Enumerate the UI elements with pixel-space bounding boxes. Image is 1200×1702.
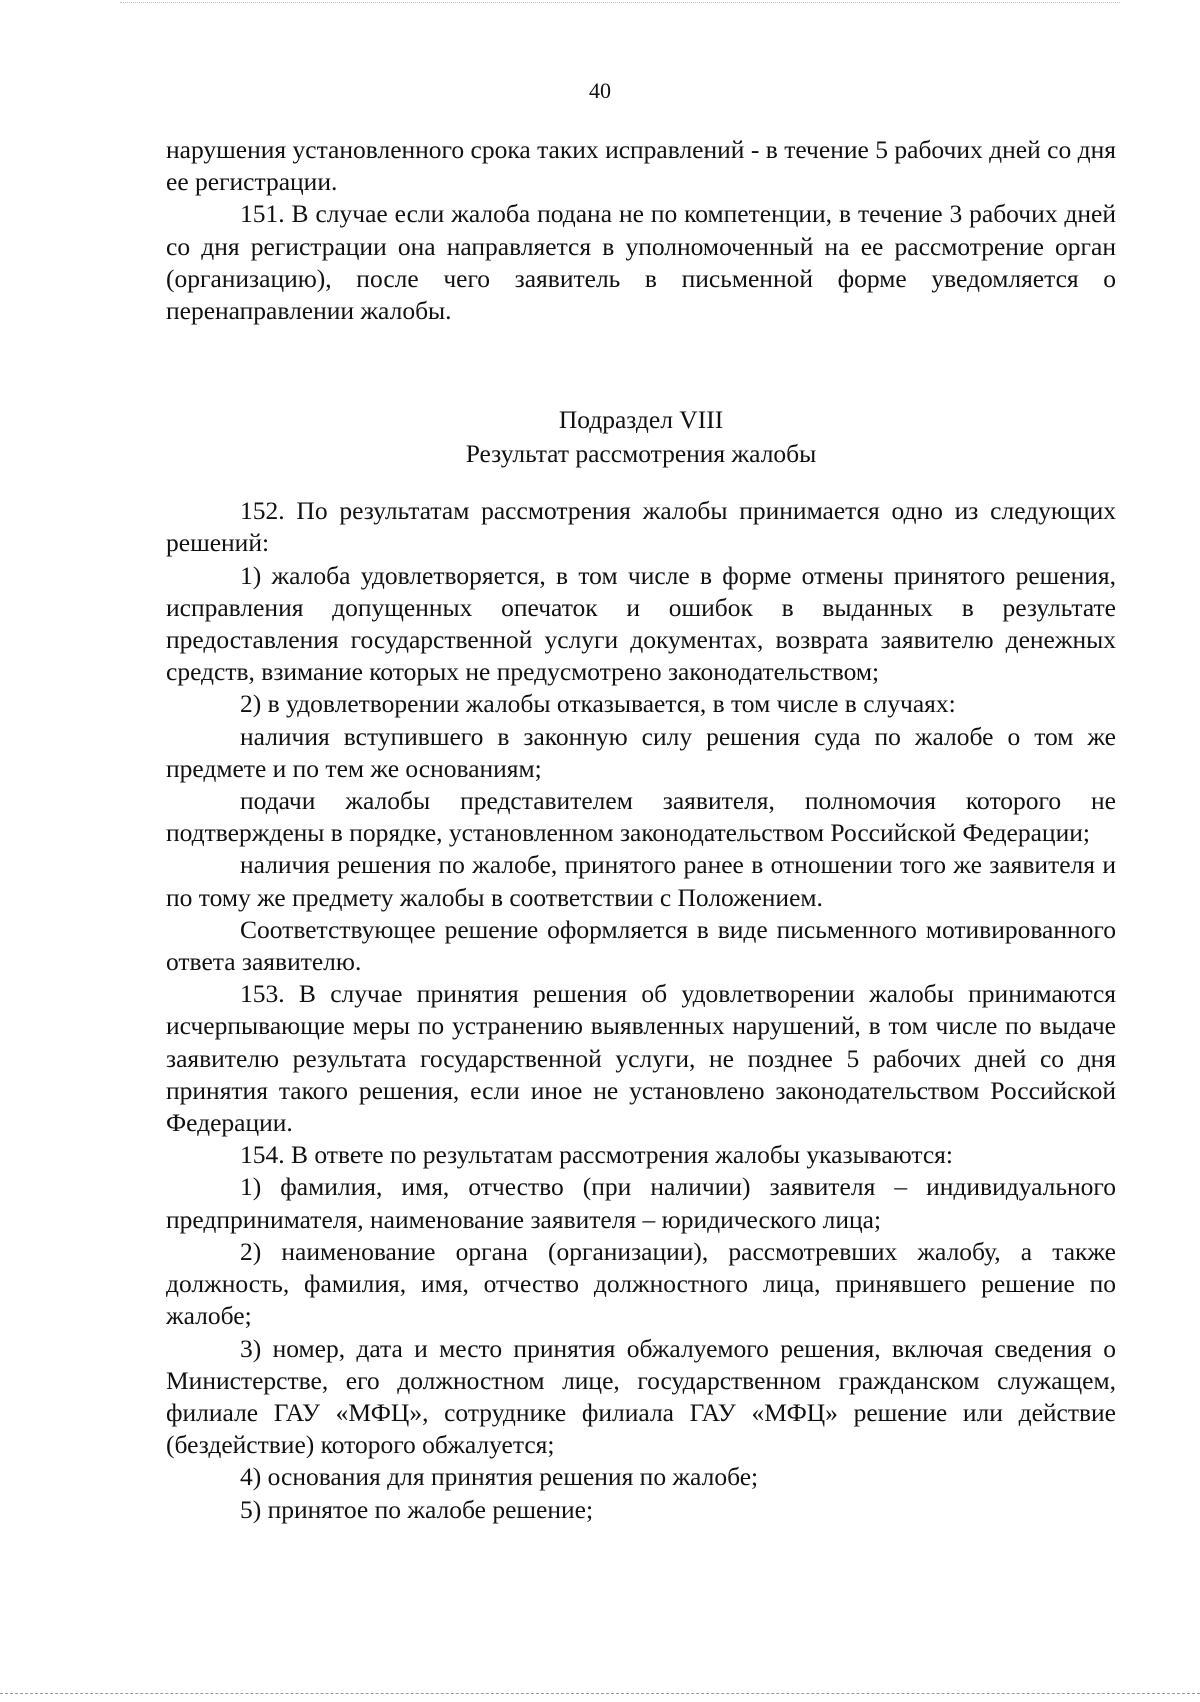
refusal-case-2: подачи жалобы представителем заявителя, полномочия которого не подтверждены в порядке, установленном законодательством Российской Федерации; [166, 786, 1116, 848]
list-item-154-5: 5) принятое по жалобе решение; [240, 1494, 594, 1524]
paragraph-decision-form: Соответствующее решение оформляется в виде письменного мотивированного ответа заявителю. [166, 914, 1116, 977]
refusal-case-1: наличия вступившего в законную силу решения суда по жалобе о том же предмете и по тем же основаниям; [166, 721, 1116, 783]
list-item-152-1: 1) жалоба удовлетворяется, в том числе в форме отмены принятого решения, исправления допущенных опечаток и ошибок в выданных в результате предоставления государственной услуги документах, возврата заявителю денежных средств, взимание которых не предусмотрено законодательством; [166, 560, 1116, 687]
paragraph-continuation: нарушения установленного срока таких исправлений - в течение 5 рабочих дней со дня ее регистрации. [166, 135, 1116, 197]
section-heading [166, 403, 1116, 471]
list-item-154-2: 2) наименование органа (организации), рассмотревших жалобу, а также должность, фамилия, имя, отчество должностного лица, принявшего решение по жалобе; [166, 1236, 1116, 1331]
paragraph-152: 152. По результатам рассмотрения жалобы принимается одно из следующих решений: [166, 496, 1116, 558]
subsection-label: Подраздел VIII [558, 405, 724, 435]
list-item-154-1: 1) фамилия, имя, отчество (при наличии) заявителя – индивидуального предпринимателя, наименование заявителя – юридического лица; [166, 1172, 1116, 1234]
subsection-title: Результат рассмотрения жалобы [465, 439, 817, 469]
scan-bottom-edge [0, 1693, 1200, 1694]
paragraph-153: 153. В случае принятия решения об удовлетворении жалобы принимаются исчерпывающие меры по устранению выявленных нарушений, в том числе по выдаче заявителю результата государственной услуги, не позднее 5 рабочих дней со дня принятия такого решения, если иное не установлено законодательством Российской Федерации. [166, 979, 1116, 1138]
document-body [166, 134, 1116, 1526]
refusal-case-3: наличия решения по жалобе, принятого ранее в отношении того же заявителя и по тому же предмету жалобы в соответствии с Положением. [166, 850, 1116, 912]
paragraph-154: 154. В ответе по результатам рассмотрения жалобы указываются: [240, 1140, 953, 1170]
paragraph-151: 151. В случае если жалоба подана не по компетенции, в течение 3 рабочих дней со дня регистрации она направляется в уполномоченный на ее рассмотрение орган (организацию), после чего заявитель в письменной форме уведомляется о перенаправлении жалобы. [166, 199, 1116, 326]
page-number: 40 [589, 78, 611, 103]
scan-top-edge [120, 2, 1120, 3]
list-item-154-4: 4) основания для принятия решения по жалобе; [240, 1462, 759, 1492]
list-item-152-2: 2) в удовлетворении жалобы отказывается, в том числе в случаях: [240, 689, 956, 719]
list-item-154-3: 3) номер, дата и место принятия обжалуемого решения, включая сведения о Министерстве, его должностном лице, государственном гражданском служащем, филиале ГАУ «МФЦ», сотруднике филиала ГАУ «МФЦ» решение или действие (бездействие) которого обжалуется; [166, 1333, 1116, 1460]
